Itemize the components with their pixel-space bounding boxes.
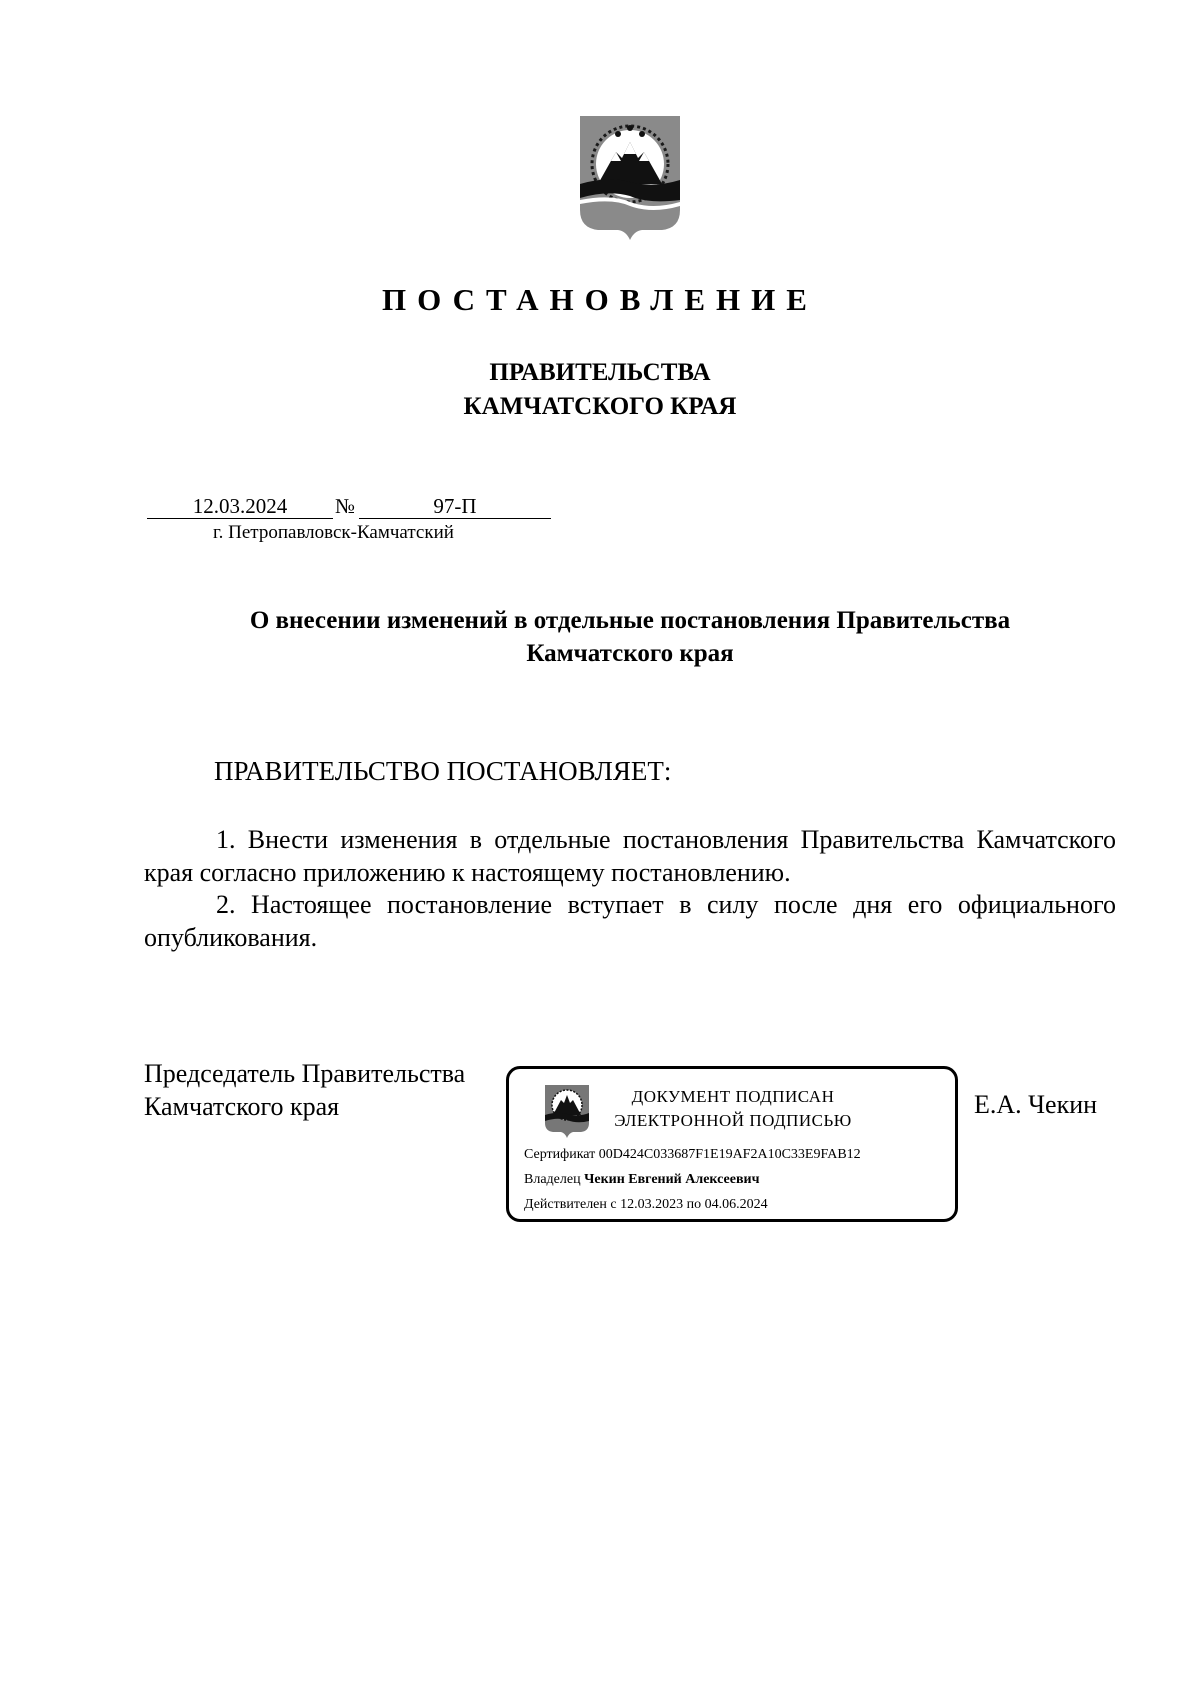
certificate-value: 00D424C033687F1E19AF2A10C33E9FAB12 xyxy=(598,1147,861,1162)
valid-from: 12.03.2023 xyxy=(620,1197,684,1212)
city-line: г. Петропавловск-Камчатский xyxy=(213,522,454,543)
document-number: 97-П xyxy=(359,494,551,519)
issuer-line-2: КАМЧАТСКОГО КРАЯ xyxy=(463,393,737,420)
subject-line-2: Камчатского края xyxy=(526,640,734,667)
date-number-line xyxy=(147,494,551,518)
stamp-owner-row xyxy=(524,1172,759,1188)
document-subject xyxy=(0,604,1200,670)
stamp-header-line-2: ЭЛЕКТРОННОЙ ПОДПИСЬЮ xyxy=(614,1111,852,1130)
owner-value: Чекин Евгений Алексеевич xyxy=(584,1172,760,1187)
issuer-title xyxy=(0,356,1200,424)
subject-line-1: О внесении изменений в отдельные постановления Правительства xyxy=(249,607,1011,634)
paragraph-2: 2. Настоящее постановление вступает в силу после дня его официального опубликования. xyxy=(144,890,1116,952)
valid-label: Действителен с xyxy=(524,1197,617,1212)
document-kind-title: ПОСТАНОВЛЕНИЕ xyxy=(382,282,818,317)
coat-of-arms-icon xyxy=(578,114,682,242)
signatory-position xyxy=(144,1057,465,1123)
signatory-position-line-1: Председатель Правительства xyxy=(144,1059,466,1088)
decree-heading: ПРАВИТЕЛЬСТВО ПОСТАНОВЛЯЕТ: xyxy=(214,756,672,786)
paragraph-1: 1. Внести изменения в отдельные постановления Правительства Камчатского края согласно приложению к настоящему постановлению. xyxy=(144,825,1116,887)
stamp-header-line-1: ДОКУМЕНТ ПОДПИСАН xyxy=(631,1087,835,1106)
document-date: 12.03.2024 xyxy=(147,494,333,519)
stamp-coat-of-arms-icon xyxy=(543,1083,591,1139)
valid-to: 04.06.2024 xyxy=(704,1197,768,1212)
stamp-certificate-row xyxy=(524,1147,861,1163)
owner-label: Владелец xyxy=(524,1172,581,1187)
stamp-header xyxy=(609,1085,857,1133)
certificate-label: Сертификат xyxy=(524,1147,596,1162)
electronic-signature-stamp xyxy=(506,1066,958,1222)
number-sign: № xyxy=(335,494,356,518)
signatory-name: Е.А. Чекин xyxy=(974,1090,1098,1119)
stamp-validity-row xyxy=(524,1197,768,1213)
valid-to-label: по xyxy=(686,1197,702,1212)
issuer-line-1: ПРАВИТЕЛЬСТВА xyxy=(489,359,711,386)
signatory-position-line-2: Камчатского края xyxy=(144,1092,340,1121)
